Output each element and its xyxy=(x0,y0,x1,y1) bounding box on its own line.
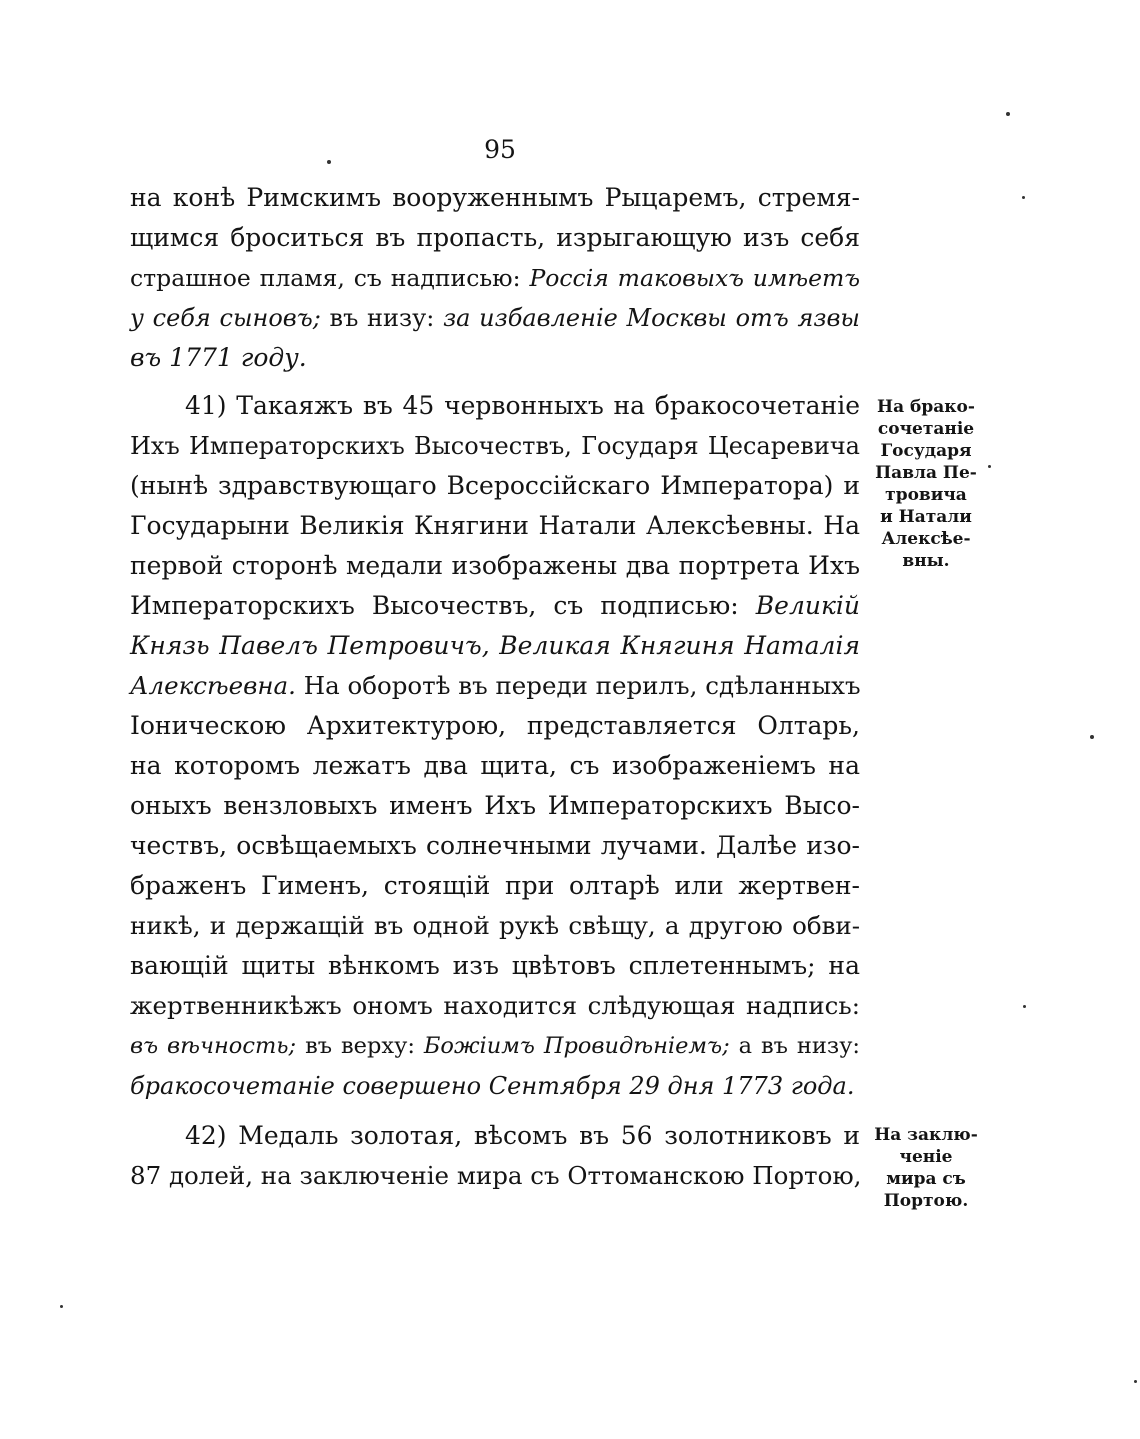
text-run: въ верху: xyxy=(296,1033,424,1059)
italic-inscription: у себя сыновъ; xyxy=(130,304,321,332)
scan-speck xyxy=(1023,1005,1026,1008)
scan-speck xyxy=(988,465,991,468)
text-line xyxy=(130,1026,860,1066)
text-line xyxy=(130,338,860,378)
text-line: (нынѣ здравствующаго Всероссійскаго Императора) и xyxy=(130,471,860,500)
margin-note-line: На заклю- xyxy=(874,1125,978,1145)
text-line: щимся броситься въ пропасть, изрыгающую изъ себя xyxy=(130,223,860,252)
text-line: на которомъ лежатъ два щита, съ изображеніемъ на xyxy=(130,751,860,780)
scan-speck xyxy=(1006,112,1010,116)
text-line: 42) Медаль золотая, вѣсомъ въ 56 золотниковъ и xyxy=(185,1121,860,1150)
text-line: браженъ Гименъ, стоящій при олтарѣ или жертвен- xyxy=(130,871,860,900)
text-line: Ихъ Императорскихъ Высочествъ, Государя Цесаревича xyxy=(130,432,860,460)
text-line: оныхъ вензловыхъ именъ Ихъ Императорскихъ Высо- xyxy=(130,791,860,820)
text-line: никѣ, и держащій въ одной рукѣ свѣщу, а другою обви- xyxy=(130,911,860,940)
italic-inscription: въ 1771 году. xyxy=(130,343,307,372)
margin-note-line: Алексѣе- xyxy=(881,529,971,549)
text-run: а въ низу: xyxy=(729,1033,861,1059)
italic-inscription: Божіимъ Провидѣніемъ; xyxy=(423,1033,730,1059)
text-line: Іоническою Архитектурою, представляется Олтарь, xyxy=(130,711,860,740)
italic-inscription: Князь Павелъ Петровичъ, Великая Княгиня Наталія xyxy=(130,631,860,660)
margin-note-line: тровича xyxy=(885,485,967,505)
text-line: жертвенникѣжъ ономъ находится слѣдующая надпись: xyxy=(130,991,860,1020)
text-run: На оборотѣ въ переди перилъ, сдѣланныхъ xyxy=(295,671,861,700)
margin-note-line: Портою. xyxy=(883,1191,969,1211)
text-line: 41) Такаяжъ въ 45 червонныхъ на бракосочетаніе xyxy=(185,391,860,420)
paragraph-continuation xyxy=(130,178,860,378)
italic-inscription: за избавленіе Москвы отъ язвы xyxy=(443,304,860,332)
italic-inscription: Россія таковыхъ имѣетъ xyxy=(529,264,860,292)
margin-note-line: вны. xyxy=(902,551,950,571)
scan-speck xyxy=(327,160,331,164)
scan-speck xyxy=(1022,196,1025,199)
italic-inscription: бракосочетаніе совершено Сентября 29 дня 1773 года. xyxy=(130,1072,855,1100)
text-line xyxy=(130,298,860,338)
text-line xyxy=(130,666,860,706)
italic-inscription: въ вѣчность; xyxy=(130,1033,297,1059)
margin-note-line: мира съ xyxy=(886,1169,966,1189)
text-line: Государыни Великія Княгини Натали Алексѣевны. На xyxy=(130,511,860,540)
italic-inscription: Великій xyxy=(755,591,860,620)
italic-inscription: Алексѣевна. xyxy=(130,671,296,700)
margin-note-line: Государя xyxy=(880,441,972,461)
text-line xyxy=(130,626,860,666)
text-line: на конѣ Римскимъ вооруженнымъ Рыцаремъ, стремя- xyxy=(130,183,860,212)
scan-speck xyxy=(1090,735,1094,739)
text-run: Императорскихъ Высочествъ, съ подписью: xyxy=(130,591,756,620)
margin-note-line: На брако- xyxy=(877,397,975,417)
paragraph-42 xyxy=(130,1116,860,1196)
paragraph-41 xyxy=(130,386,860,1106)
text-line: чествъ, освѣщаемыхъ солнечными лучами. Далѣе изо- xyxy=(130,831,860,860)
margin-note-line: Павла Пе- xyxy=(875,463,977,483)
margin-note-line: и Натали xyxy=(880,507,972,527)
text-line xyxy=(130,1066,860,1106)
text-line xyxy=(130,258,860,298)
text-line: первой сторонѣ медали изображены два портрета Ихъ xyxy=(130,551,860,580)
page-number: 95 xyxy=(484,135,516,164)
text-run: страшное пламя, съ надписью: xyxy=(130,264,530,292)
text-line: вающій щиты вѣнкомъ изъ цвѣтовъ сплетеннымъ; на xyxy=(130,951,860,980)
margin-note-marriage xyxy=(866,396,986,572)
margin-note-peace xyxy=(866,1124,986,1212)
text-run: въ низу: xyxy=(320,304,444,332)
scan-speck xyxy=(60,1305,63,1308)
text-line: 87 долей, на заключеніе мира съ Оттоманскою Портою, xyxy=(130,1161,862,1190)
scan-speck xyxy=(1134,1380,1137,1383)
text-line xyxy=(130,586,860,626)
margin-note-line: сочетаніе xyxy=(877,419,975,439)
margin-note-line: ченіе xyxy=(899,1147,953,1167)
